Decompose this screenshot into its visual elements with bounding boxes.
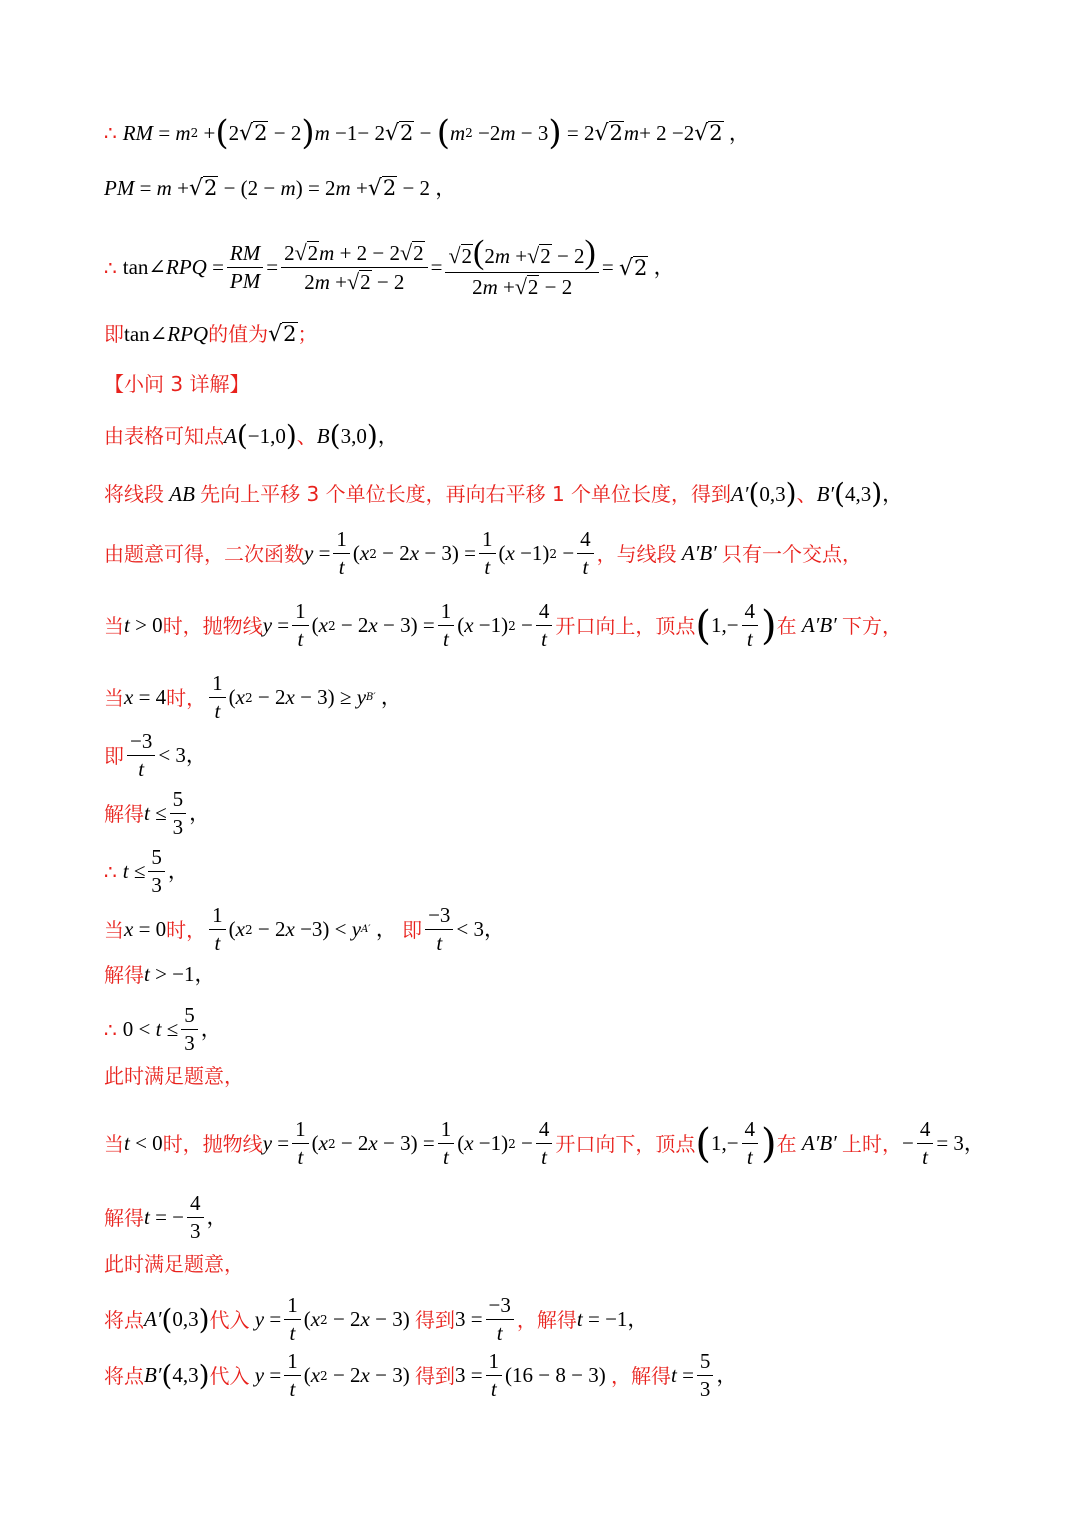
case-t-negative: 当 t < 0 时，抛物线 y = $\frac{1}{t}$ ( x 2 − 2 x − 3) = $\frac{1}{t}$ ( x −1) 2 − $\frac{4}{t}$ 开口向下，顶点 ( 1,− $\frac{4}{t}$ ) 在 A′B′ 上时， − $\frac{4}{t}$ = 3， xyxy=(104,1117,985,1170)
text-1: 此时满足题意， xyxy=(104,1064,244,1088)
text-5: 下方， xyxy=(842,613,902,638)
text-2: 代入 xyxy=(209,1307,250,1332)
text-1: 即 xyxy=(104,743,124,768)
points-ab: 由表格可知点 A ( −1,0 ) 、 B ( 3,0 ) ， xyxy=(104,419,399,452)
text-1: 将线段 xyxy=(104,482,164,506)
case-x-4: 当 x = 4 时， $\frac{1}{t}$ ( x 2 − 2 x − 3) ≥ y B′ ， xyxy=(104,671,402,724)
text-2: 时，抛物线 xyxy=(162,613,263,638)
text-3: 只有一个交点， xyxy=(722,541,862,566)
equation-pm: PM = m + √ 2 − (2 − m ) = 2 m + √ 2 − 2 ， xyxy=(104,175,457,202)
text-mid: 的值为 xyxy=(208,322,269,347)
quadratic-line: 由题意可得，二次函数 y = $\frac{1}{t}$ ( x 2 − 2 x − 3) = $\frac{1}{t}$ ( x −1) 2 − $\frac{4}{t}$ ，与线段 A′B′ 只有一个交点， xyxy=(104,527,862,580)
ineq-1: 即 $\frac{-3}{t}$ < 3， xyxy=(104,729,207,782)
text-2: 代入 xyxy=(209,1363,250,1388)
text-2: 时，抛物线 xyxy=(162,1131,263,1156)
text-5: 上时， xyxy=(842,1131,902,1156)
text-sep: 、 xyxy=(296,424,317,448)
solve-2: 解得 t > −1， xyxy=(104,962,216,987)
therefore-symbol: ∴ xyxy=(104,255,117,280)
solve-1: 解得 t ≤ $\frac{5}{3}$ ， xyxy=(104,787,211,840)
text-1: 当 xyxy=(104,917,124,942)
text-1: 当 xyxy=(104,685,124,710)
text-3: 得到 xyxy=(414,1307,455,1332)
text-4: 在 xyxy=(776,613,797,638)
section-heading xyxy=(104,374,249,394)
therefore-symbol: ∴ xyxy=(104,1017,117,1042)
text-1: 解得 xyxy=(104,962,144,987)
satisfies-2 xyxy=(104,1254,244,1274)
equation-rm: ∴ RM = m 2 + ( 2 √ 2 − 2 ) m −1− 2 √ 2 − ( m 2 −2 m − 3 ) = 2 √ 2 m + 2 −2 √ 2 ， xyxy=(104,113,750,153)
translation-line: 将线段 AB 先向上平移 3 个单位长度，再向右平移 1 个单位长度，得到 A′ ( 0,3 ) 、 B′ ( 4,3 ) ， xyxy=(104,477,904,510)
text-1: 解得 xyxy=(104,1205,144,1230)
therefore-symbol: ∴ xyxy=(104,859,117,884)
equation-tan: ∴ tan∠ RPQ = $\frac{RM}{PM}$ = 2 √ 2 m + 2 − 2 √ 2 2m + √ 2 − 2 = √ 2 (2m + √ 2 − 2) 2m + √ 2 − 2 = √ 2 ， xyxy=(104,234,675,300)
text-1: 解得 xyxy=(104,801,144,826)
text-1: 将点 xyxy=(104,1307,144,1332)
text-prefix: 即 xyxy=(104,322,124,347)
text-sep: 、 xyxy=(796,482,817,506)
text-4: 在 xyxy=(776,1131,797,1156)
text-1: 当 xyxy=(104,613,124,638)
text-3: 得到 xyxy=(414,1363,455,1388)
text-1: 将点 xyxy=(104,1363,144,1388)
case-t-positive: 当 t > 0 时，抛物线 y = $\frac{1}{t}$ ( x 2 − 2 x − 3) = $\frac{1}{t}$ ( x −1) 2 − $\frac{4}{t}$ 开口向上，顶点 ( 1,− $\frac{4}{t}$ ) 在 A′B′ 下方， xyxy=(104,599,902,652)
text-3: 即 xyxy=(402,917,423,942)
text-3: 开口向上，顶点 xyxy=(555,613,696,638)
therefore-1: ∴ t ≤ $\frac{5}{3}$ ， xyxy=(104,845,189,898)
result-tan: 即 tan∠ RPQ 的值为 √ 2 ； xyxy=(104,321,318,348)
text-1: 由题意可得，二次函数 xyxy=(104,541,304,566)
solve-3: 解得 t = − $\frac{4}{3}$ ， xyxy=(104,1191,228,1244)
therefore-symbol: ∴ xyxy=(104,121,117,145)
substitute-b: 将点 B′ ( 4,3 ) 代入 y = $\frac{1}{t}$ ( x 2 − 2 x − 3) 得到 3 = $\frac{1}{t}$ (16 − 8 − 3) ，解得 t = $\frac{5}{3}$ ， xyxy=(104,1349,738,1402)
text-1: 此时满足题意， xyxy=(104,1252,244,1276)
text-end: ； xyxy=(297,322,318,347)
text-2: 时， xyxy=(166,917,207,942)
text-2: ，与线段 xyxy=(596,541,677,566)
text-1: 由表格可知点 xyxy=(104,424,224,448)
text-1: 当 xyxy=(104,1131,124,1156)
satisfies-1 xyxy=(104,1066,244,1086)
substitute-a: 将点 A′ ( 0,3 ) 代入 y = $\frac{1}{t}$ ( x 2 − 2 x − 3) 得到 3 = $\frac{-3}{t}$ ，解得 t = −1， xyxy=(104,1293,649,1346)
case-x-0: 当 x = 0 时， $\frac{1}{t}$ ( x 2 − 2 x −3) < y A′ ， 即 $\frac{-3}{t}$ < 3， xyxy=(104,903,506,956)
heading-text: 【小问 3 详解】 xyxy=(104,372,250,396)
text-2: 时， xyxy=(166,685,207,710)
text-4: ，解得 xyxy=(610,1363,671,1388)
text-2: 先向上平移 3 个单位长度，再向右平移 1 个单位长度，得到 xyxy=(200,482,732,506)
text-4: ，解得 xyxy=(516,1307,577,1332)
therefore-2: ∴ 0 < t ≤ $\frac{5}{3}$ ， xyxy=(104,1003,222,1056)
text-3: 开口向下，顶点 xyxy=(555,1131,696,1156)
